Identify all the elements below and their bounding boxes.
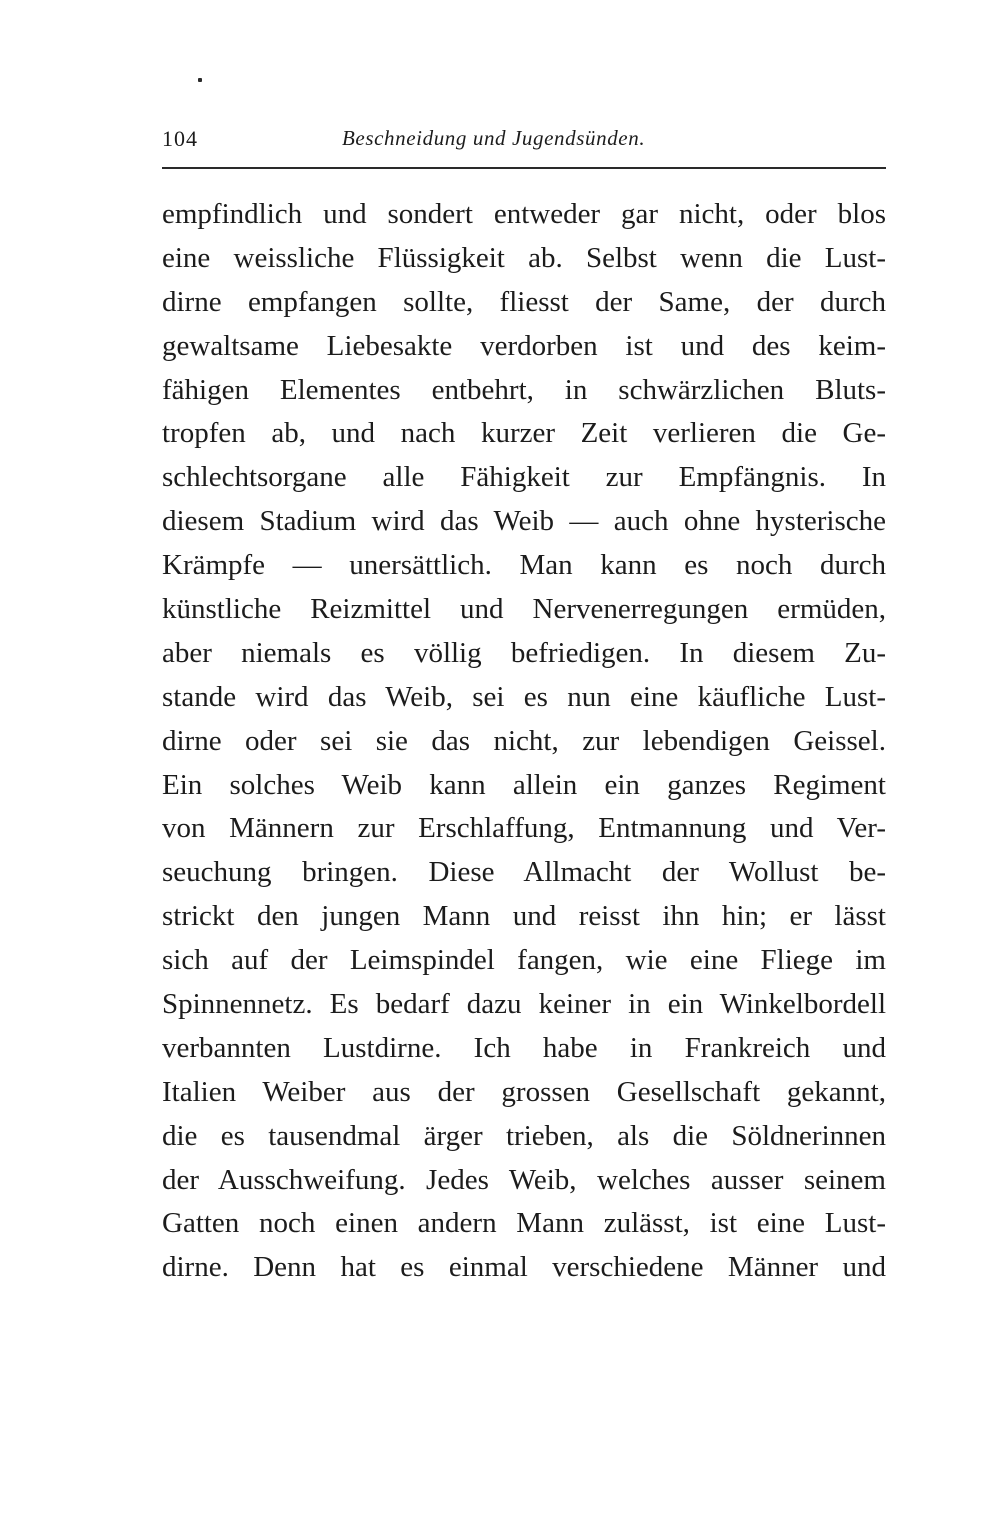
text-line: Gatten noch einen andern Mann zulässt, ist eine Lust-	[162, 1207, 886, 1240]
text-line: künstliche Reizmittel und Nervenerregungen ermüden,	[162, 593, 886, 626]
text-line: Ein solches Weib kann allein ein ganzes Regiment	[162, 768, 886, 801]
text-line: fähigen Elementes entbehrt, in schwärzlichen Bluts-	[162, 373, 886, 406]
text-line: dirne empfangen sollte, fliesst der Same, der durch	[162, 285, 886, 318]
text-line: Krämpfe — unersättlich. Man kann es noch durch	[162, 549, 886, 582]
text-line: schlechtsorgane alle Fähigkeit zur Empfängnis. In	[162, 461, 886, 494]
text-line: von Männern zur Erschlaffung, Entmannung und Ver-	[162, 812, 886, 845]
page-number: 104	[162, 126, 198, 151]
print-speck	[198, 78, 202, 82]
running-head	[162, 126, 886, 160]
text-line: eine weissliche Flüssigkeit ab. Selbst wenn die Lust-	[162, 241, 886, 274]
text-line: aber niemals es völlig befriedigen. In diesem Zu-	[162, 636, 886, 669]
text-line: strickt den jungen Mann und reisst ihn hin; er lässt	[162, 900, 886, 933]
text-line: die es tausendmal ärger trieben, als die Söldnerinnen	[162, 1119, 886, 1152]
text-line: verbannten Lustdirne. Ich habe in Frankreich und	[162, 1031, 886, 1064]
text-line: sich auf der Leimspindel fangen, wie eine Fliege im	[162, 944, 886, 977]
text-line: dirne oder sei sie das nicht, zur lebendigen Geissel.	[162, 724, 886, 757]
text-line: dirne. Denn hat es einmal verschiedene Männer und	[162, 1251, 886, 1284]
body-text	[162, 193, 886, 1290]
text-line: seuchung bringen. Diese Allmacht der Wollust be-	[162, 856, 886, 889]
header-rule	[162, 167, 886, 169]
text-line: diesem Stadium wird das Weib — auch ohne hysterische	[162, 505, 886, 538]
text-line: Spinnennetz. Es bedarf dazu keiner in ein Winkelbordell	[162, 988, 886, 1021]
text-line: empfindlich und sondert entweder gar nicht, oder blos	[162, 198, 886, 230]
text-line: Italien Weiber aus der grossen Gesellschaft gekannt,	[162, 1075, 886, 1108]
text-line: stande wird das Weib, sei es nun eine käufliche Lust-	[162, 680, 886, 713]
text-line: der Ausschweifung. Jedes Weib, welches ausser seinem	[162, 1163, 886, 1196]
text-line: tropfen ab, und nach kurzer Zeit verlieren die Ge-	[162, 417, 886, 450]
text-line: gewaltsame Liebesakte verdorben ist und des keim-	[162, 329, 886, 362]
running-title: Beschneidung und Jugendsünden.	[342, 126, 646, 150]
